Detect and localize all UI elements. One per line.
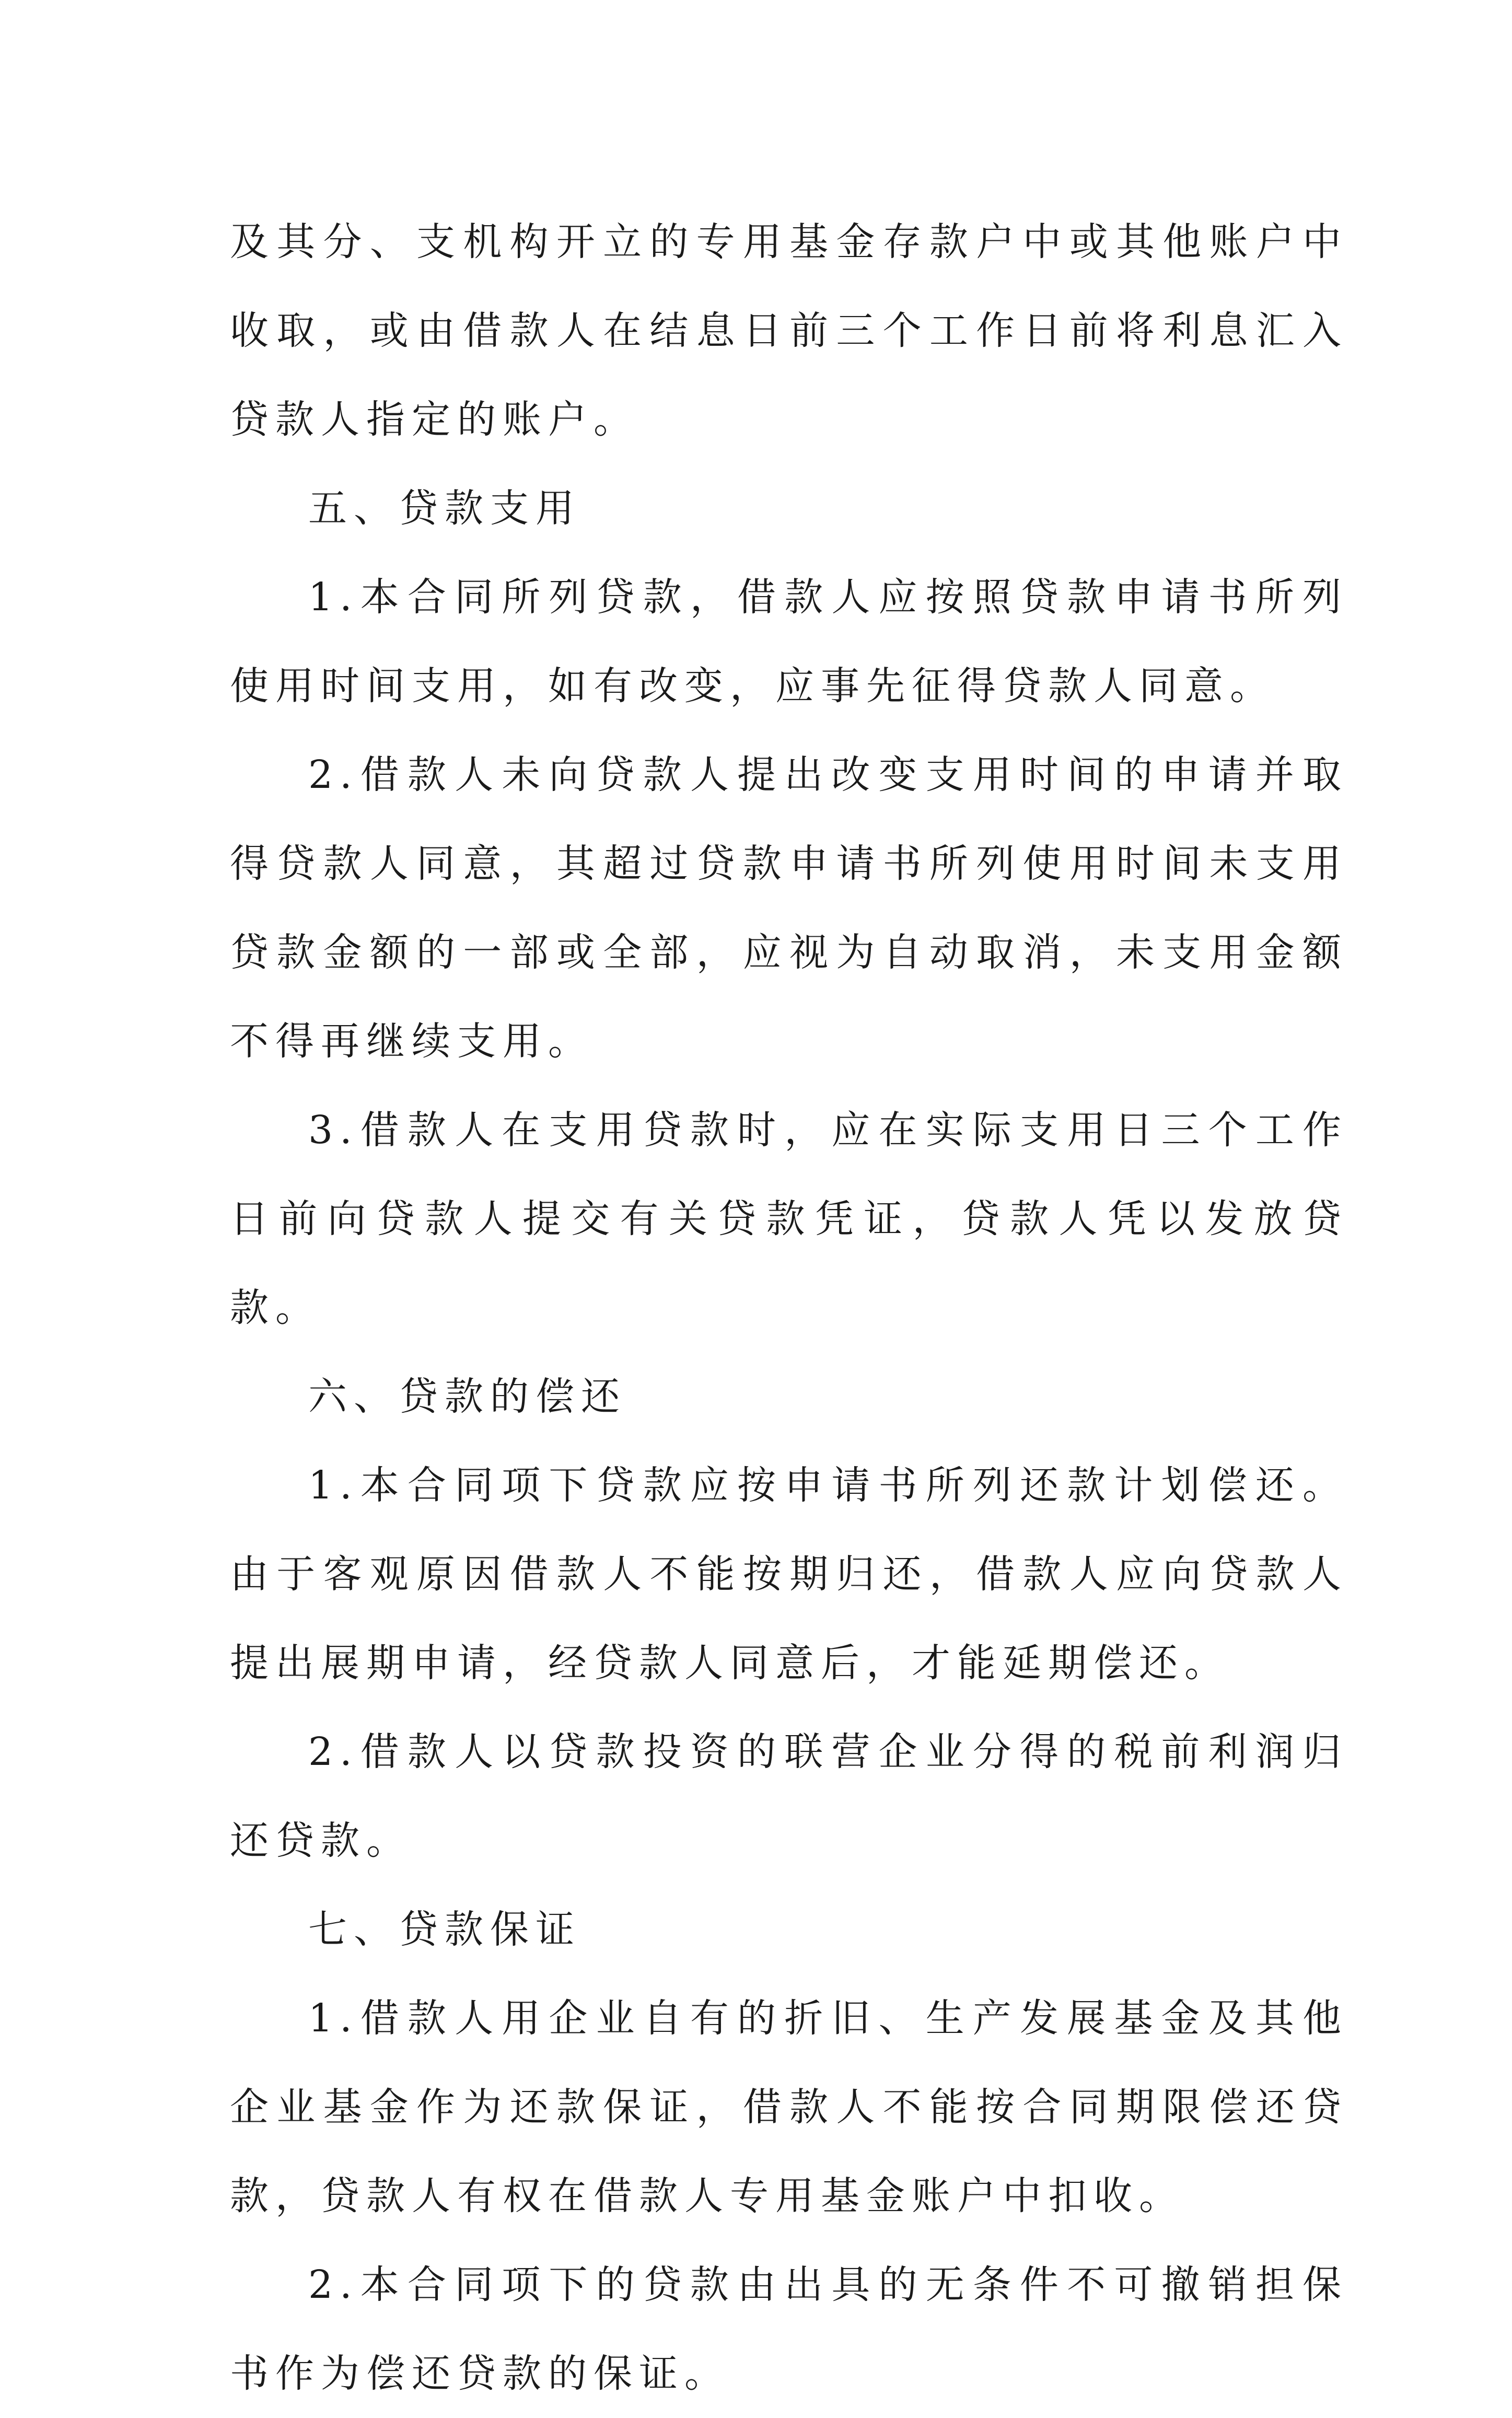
clause-guarantee-1: 1.借款人用企业自有的折旧、生产发展基金及其他企业基金作为还款保证，借款人不能按合同期限偿还贷款，贷款人有权在借款人专用基金账户中扣收。 xyxy=(230,1996,1348,2218)
clause-drawdown-1: 1.本合同所列贷款，借款人应按照贷款申请书所列使用时间支用，如有改变，应事先征得贷款人同意。 xyxy=(230,575,1348,708)
clause-repayment-2: 2.借款人以贷款投资的联营企业分得的税前利润归还贷款。 xyxy=(230,1729,1348,1863)
paragraph-continuation-interest-collection: 及其分、支机构开立的专用基金存款户中或其他账户中收取，或由借款人在结息日前三个工作日前将利息汇入贷款人指定的账户。 xyxy=(230,219,1348,442)
section-heading-loan-guarantee: 七、贷款保证 xyxy=(308,1907,581,1952)
clause-repayment-1: 1.本合同项下贷款应按申请书所列还款计划偿还。由于客观原因借款人不能按期归还，借款人应向贷款人提出展期申请，经贷款人同意后，才能延期偿还。 xyxy=(230,1463,1348,1685)
document-body xyxy=(230,197,1348,2418)
section-heading-loan-drawdown: 五、贷款支用 xyxy=(308,486,581,531)
clause-drawdown-3: 3.借款人在支用贷款时，应在实际支用日三个工作日前向贷款人提交有关贷款凭证，贷款人凭以发放贷款。 xyxy=(230,1108,1348,1330)
clause-drawdown-2: 2.借款人未向贷款人提出改变支用时间的申请并取得贷款人同意，其超过贷款申请书所列使用时间未支用贷款金额的一部或全部，应视为自动取消，未支用金额不得再继续支用。 xyxy=(230,752,1348,1064)
section-heading-loan-repayment: 六、贷款的偿还 xyxy=(308,1374,626,1419)
clause-guarantee-2: 2.本合同项下的贷款由出具的无条件不可撤销担保书作为偿还贷款的保证。 xyxy=(230,2262,1348,2396)
